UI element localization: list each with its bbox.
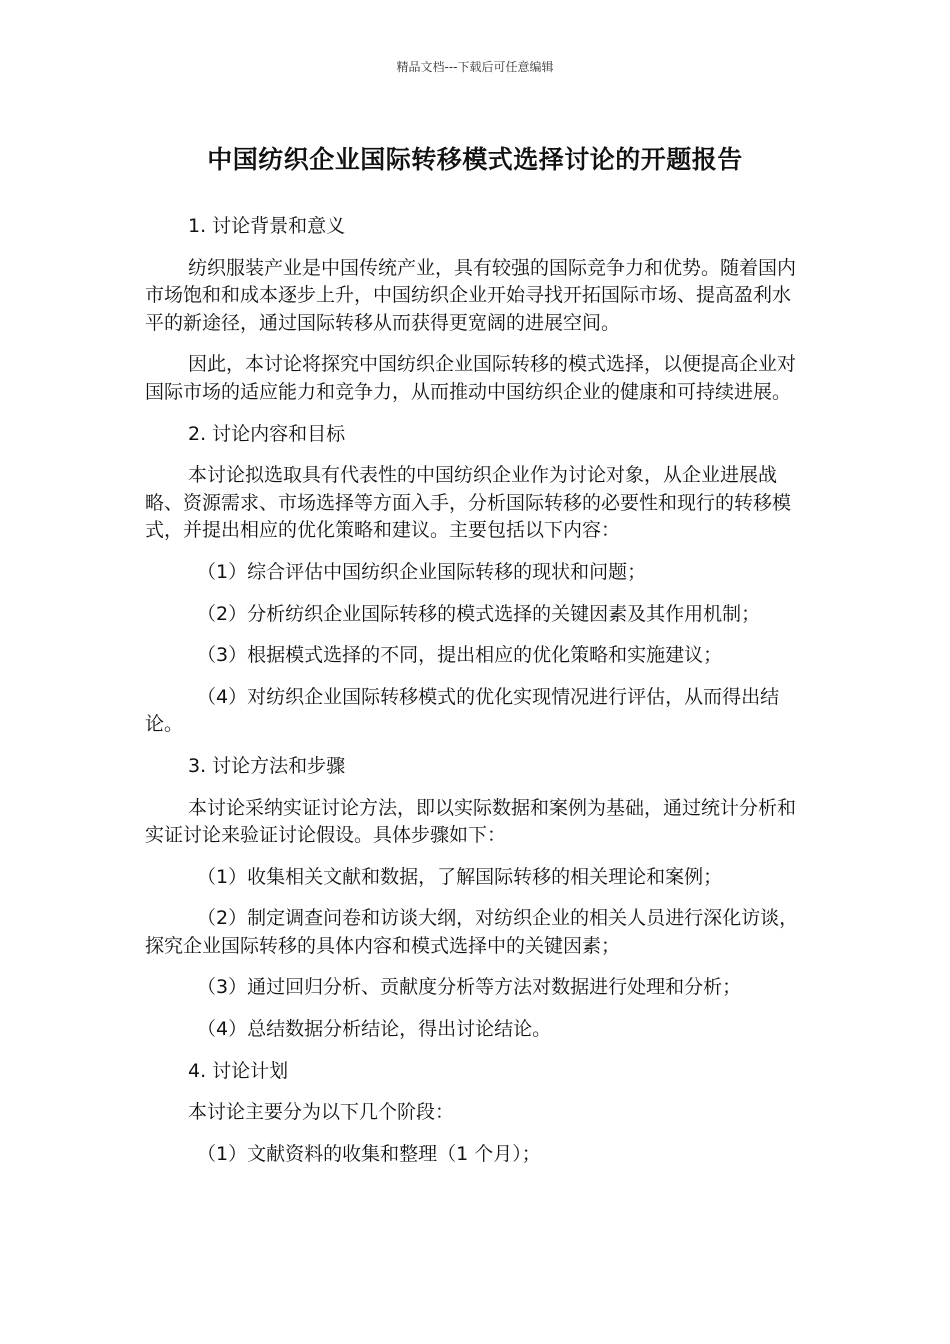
section-1-paragraph-2: 因此，本讨论将探究中国纺织企业国际转移的模式选择，以便提高企业对国际市场的适应能力和竞争力，从而推动中国纺织企业的健康和可持续进展。 <box>145 353 797 403</box>
section-2-heading: 2. 讨论内容和目标 <box>188 422 346 445</box>
section-2-list-item: （3）根据模式选择的不同，提出相应的优化策略和实施建议； <box>197 644 723 667</box>
section-4-list-item: （1）文献资料的收集和整理（1 个月）； <box>197 1142 541 1165</box>
section-3-paragraph-1: 本讨论采纳实证讨论方法，即以实际数据和案例为基础，通过统计分析和实证讨论来验证讨论假设。具体步骤如下： <box>145 796 797 847</box>
section-3-list-item: （2）制定调查问卷和访谈大纲，对纺织企业的相关人员进行深化访谈，探究企业国际转移的具体内容和模式选择中的关键因素； <box>145 907 799 957</box>
section-2-list-item: （4）对纺织企业国际转移模式的优化实现情况进行评估，从而得出结论。 <box>145 685 780 736</box>
section-3-list-item: （1）收集相关文献和数据，了解国际转移的相关理论和案例； <box>197 865 723 888</box>
document-title: 中国纺织企业国际转移模式选择讨论的开题报告 <box>207 145 743 174</box>
section-3-list-item: （3）通过回归分析、贡献度分析等方法对数据进行处理和分析； <box>197 976 742 999</box>
section-3-heading: 3. 讨论方法和步骤 <box>188 754 346 777</box>
section-2-list-item: （1）综合评估中国纺织企业国际转移的现状和问题； <box>197 560 647 583</box>
section-4-heading: 4. 讨论计划 <box>188 1059 289 1082</box>
section-4-paragraph-1: 本讨论主要分为以下几个阶段： <box>188 1101 455 1124</box>
section-2-paragraph-1: 本讨论拟选取具有代表性的中国纺织企业作为讨论对象，从企业进展战略、资源需求、市场选择等方面入手，分析国际转移的必要性和现行的转移模式，并提出相应的优化策略和建议。主要包括以下内容： <box>145 464 792 542</box>
section-1-heading: 1. 讨论背景和意义 <box>188 215 346 237</box>
document-body <box>145 213 807 1182</box>
page-header-note: 精品文档---下载后可任意编辑 <box>396 60 554 74</box>
section-2-list-item: （2）分析纺织企业国际转移的模式选择的关键因素及其作用机制； <box>197 602 761 625</box>
section-1-paragraph-1: 纺织服装产业是中国传统产业，具有较强的国际竞争力和优势。随着国内市场饱和和成本逐步上升，中国纺织企业开始寻找开拓国际市场、提高盈利水平的新途径，通过国际转移从而获得更宽阔的进展空间。 <box>145 256 797 334</box>
section-3-list-item: （4）总结数据分析结论，得出讨论结论。 <box>197 1018 552 1041</box>
